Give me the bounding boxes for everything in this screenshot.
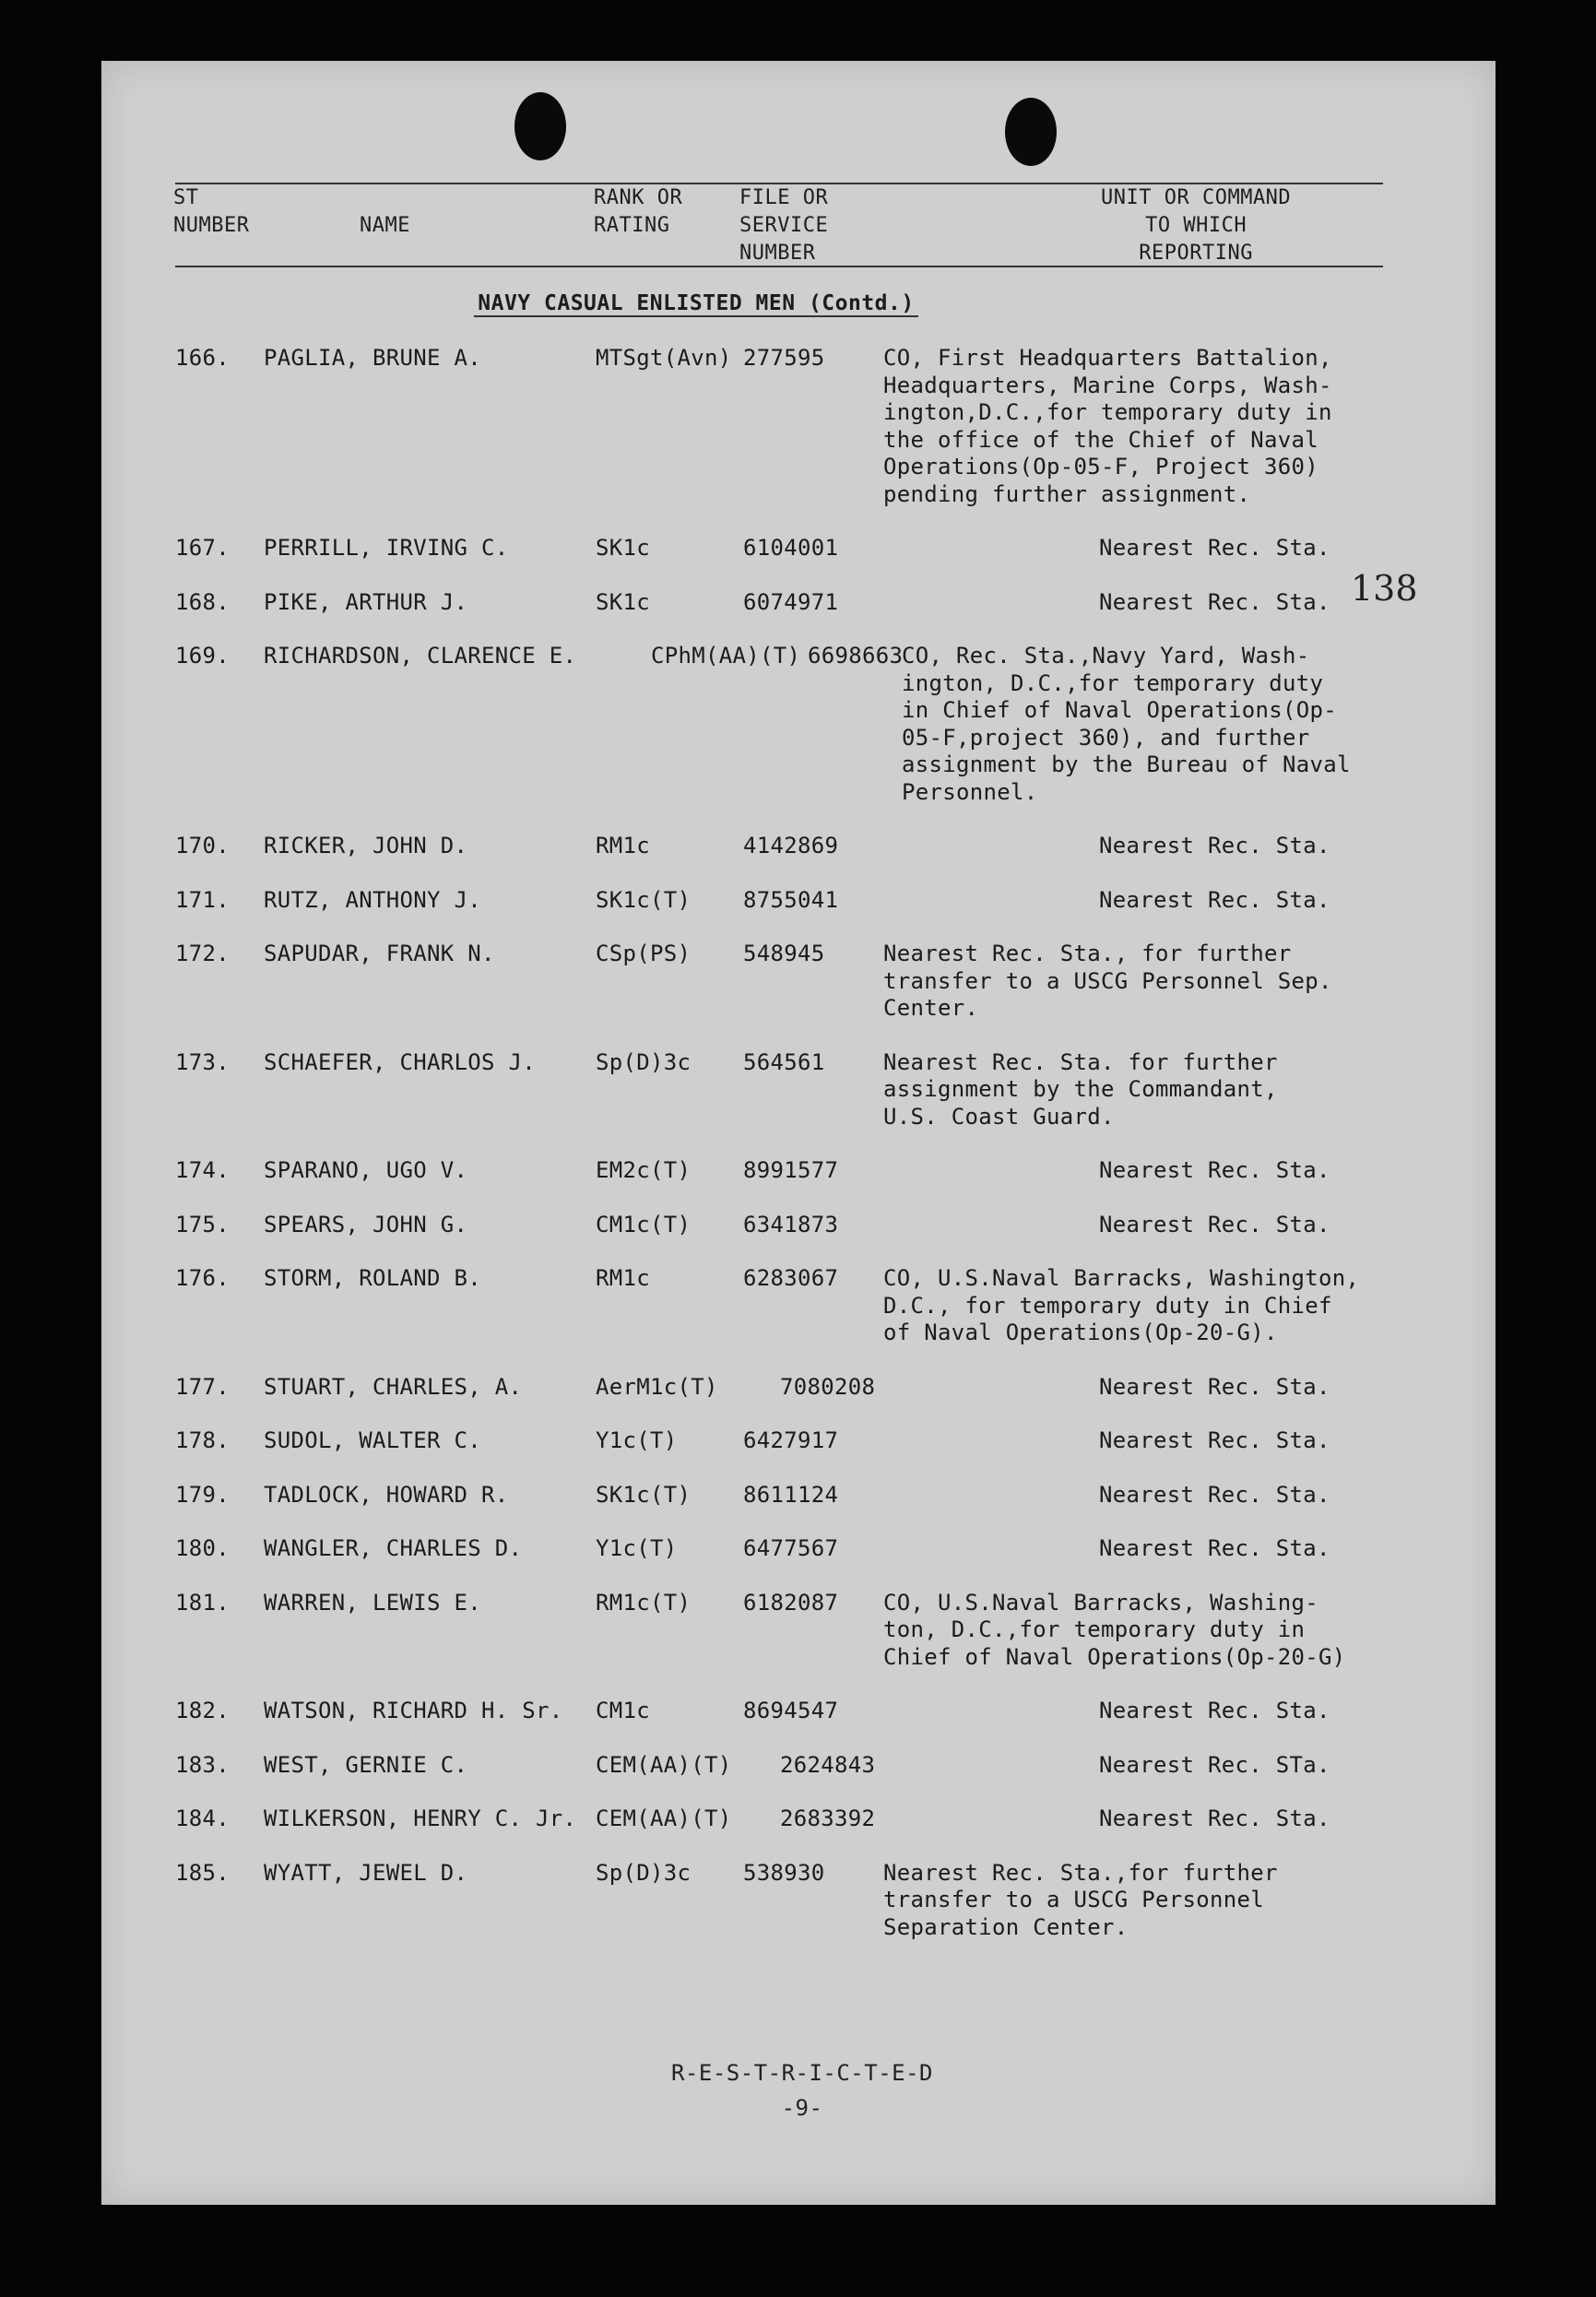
table-row: 167. PERRILL, IRVING C. SK1c 6104001 Nearest Rec. Sta. <box>175 535 1330 561</box>
punch-hole-left <box>514 92 566 160</box>
table-row: 172. SAPUDAR, FRANK N. CSp(PS) 548945 Nearest Rec. Sta., for further transfer to a USCG Personnel Sep. Center. <box>175 941 1332 1021</box>
table-row: 181. WARREN, LEWIS E. RM1c(T) 6182087 CO, U.S.Naval Barracks, Washing- ton, D.C.,for temporary duty in Chief of Naval Operations(Op-20-G) <box>175 1589 1346 1670</box>
table-row: 169. RICHARDSON, CLARENCE E. CPhM(AA)(T) 6698663 CO, Rec. Sta.,Navy Yard, Wash- ington, D.C.,for temporary duty in Chief of Naval Operations(Op- 05-F,project 360), and further assignment by the Bureau of Naval Personnel. <box>175 643 1351 805</box>
section-title: NAVY CASUAL ENLISTED MEN (Contd.) <box>101 291 1291 315</box>
table-row: 177. STUART, CHARLES, A. AerM1c(T) 7080208 Nearest Rec. Sta. <box>175 1373 1330 1400</box>
table-row: 168. PIKE, ARTHUR J. SK1c 6074971 Nearest Rec. Sta. <box>175 588 1330 615</box>
table-row: 166. PAGLIA, BRUNE A. MTSgt(Avn) 277595 CO, First Headquarters Battalion, Headquarters, Marine Corps, Wash- ington,D.C.,for temporary duty in the office of the Chief of Naval Operations(Op-05-F, Project 360) pending further assignment. <box>175 345 1332 507</box>
table-row: 175. SPEARS, JOHN G. CM1c(T) 6341873 Nearest Rec. Sta. <box>175 1211 1330 1237</box>
table-row: 184. WILKERSON, HENRY C. Jr. CEM(AA)(T) 2683392 Nearest Rec. Sta. <box>175 1806 1330 1831</box>
table-row: 173. SCHAEFER, CHARLOS J. Sp(D)3c 564561 Nearest Rec. Sta. for further assignment by the Commandant, U.S. Coast Guard. <box>175 1048 1278 1130</box>
document-page <box>101 61 1496 2205</box>
page-number-footer: -9- <box>781 2095 823 2121</box>
table-row: 174. SPARANO, UGO V. EM2c(T) 8991577 Nearest Rec. Sta. <box>175 1157 1330 1183</box>
header-number: ST NUMBER <box>173 186 250 237</box>
header-name: NAME <box>360 214 410 237</box>
header-rule-bottom <box>175 266 1383 267</box>
punch-hole-right <box>1005 98 1057 166</box>
header-rank: RANK OR RATING <box>594 186 683 237</box>
classification-footer: R-E-S-T-R-I-C-T-E-D <box>670 2060 934 2086</box>
personnel-list <box>175 345 1411 1968</box>
page-stamp: 138 <box>1351 568 1418 609</box>
header-file: FILE OR SERVICE NUMBER <box>739 186 829 265</box>
table-row: 180. WANGLER, CHARLES D. Y1c(T) 6477567 Nearest Rec. Sta. <box>175 1535 1330 1561</box>
table-row: 179. TADLOCK, HOWARD R. SK1c(T) 8611124 Nearest Rec. Sta. <box>175 1481 1330 1508</box>
table-row: 171. RUTZ, ANTHONY J. SK1c(T) 8755041 Nearest Rec. Sta. <box>175 886 1330 913</box>
table-row: 170. RICKER, JOHN D. RM1c 4142869 Nearest Rec. Sta. <box>175 833 1330 858</box>
table-row: 182. WATSON, RICHARD H. Sr. CM1c 8694547 Nearest Rec. Sta. <box>175 1698 1330 1723</box>
table-row: 178. SUDOL, WALTER C. Y1c(T) 6427917 Nearest Rec. Sta. <box>175 1427 1330 1453</box>
header-unit: UNIT OR COMMAND TO WHICH REPORTING <box>1101 186 1292 265</box>
table-row: 176. STORM, ROLAND B. RM1c 6283067 CO, U.S.Naval Barracks, Washington, D.C., for temporary duty in Chief of Naval Operations(Op-20-G). <box>175 1265 1360 1345</box>
table-row: 185. WYATT, JEWEL D. Sp(D)3c 538930 Nearest Rec. Sta.,for further transfer to a USCG Personnel Separation Center. <box>175 1859 1278 1940</box>
table-row: 183. WEST, GERNIE C. CEM(AA)(T) 2624843 Nearest Rec. STa. <box>175 1751 1330 1778</box>
